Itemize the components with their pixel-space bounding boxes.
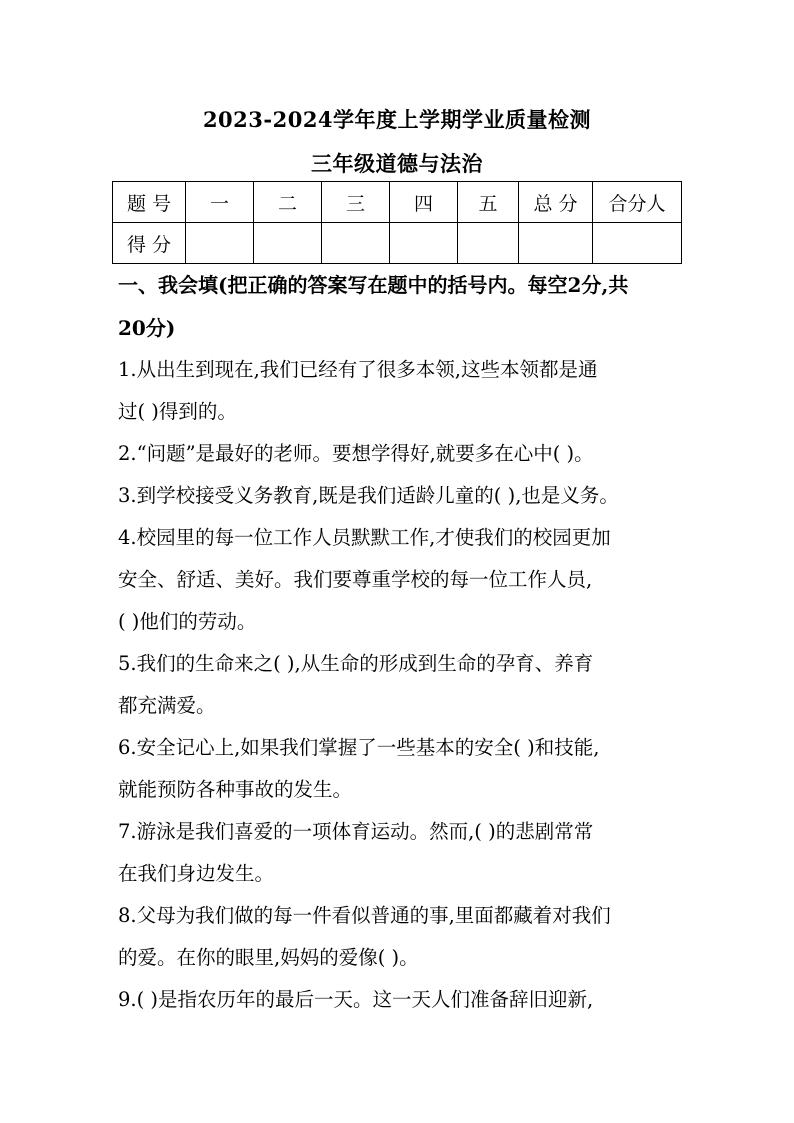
question-line: 6.安全记心上,如果我们掌握了一些基本的安全( )和技能, — [118, 736, 600, 759]
question-line: 4.校园里的每一位工作人员默默工作,才使我们的校园更加 — [118, 526, 611, 549]
score-cell-3[interactable] — [322, 223, 390, 264]
column-header-grader: 合分人 — [593, 182, 682, 223]
question-line: 安全、舒适、美好。我们要尊重学校的每一位工作人员, — [118, 568, 593, 591]
question-line: 1.从出生到现在,我们已经有了很多本领,这些本领都是通 — [118, 358, 598, 381]
row-label-score: 得 分 — [113, 223, 186, 264]
exam-subtitle: 三年级道德与法治 — [311, 151, 483, 176]
question-line: 5.我们的生命来之( ),从生命的形成到生命的孕育、养育 — [118, 652, 594, 675]
question-line: 9.( )是指农历年的最后一天。这一天人们准备辞旧迎新, — [118, 988, 594, 1011]
row-label-question-number: 题 号 — [113, 182, 186, 223]
column-header-4: 四 — [390, 182, 458, 223]
column-header-3: 三 — [322, 182, 390, 223]
score-cell-total[interactable] — [519, 223, 593, 264]
score-cell-grader[interactable] — [593, 223, 682, 264]
question-line: 7.游泳是我们喜爱的一项体育运动。然而,( )的悲剧常常 — [118, 820, 594, 843]
score-cell-2[interactable] — [254, 223, 322, 264]
score-cell-1[interactable] — [186, 223, 254, 264]
exam-title: 2023-2024学年度上学期学业质量检测 — [202, 107, 592, 132]
score-cell-4[interactable] — [390, 223, 458, 264]
question-line: ( )他们的劳动。 — [118, 610, 257, 633]
score-table — [112, 181, 682, 264]
question-line: 过( )得到的。 — [118, 400, 237, 423]
question-line: 就能预防各种事故的发生。 — [118, 778, 353, 801]
score-table-header-row — [113, 182, 682, 223]
column-header-5: 五 — [458, 182, 519, 223]
score-table-score-row — [113, 223, 682, 264]
section-heading: 一、我会填(把正确的答案写在题中的括号内。每空2分,共 — [118, 273, 629, 297]
score-cell-5[interactable] — [458, 223, 519, 264]
question-line: 3.到学校接受义务教育,既是我们适龄儿童的( ),也是义务。 — [118, 484, 619, 507]
question-line: 的爱。在你的眼里,妈妈的爱像( )。 — [118, 946, 419, 969]
column-header-total: 总 分 — [519, 182, 593, 223]
question-line: 8.父母为我们做的每一件看似普通的事,里面都藏着对我们 — [118, 904, 611, 927]
column-header-1: 一 — [186, 182, 254, 223]
section-heading-continued: 20分) — [118, 316, 176, 340]
question-line: 都充满爱。 — [118, 694, 216, 717]
column-header-2: 二 — [254, 182, 322, 223]
question-line: 2.“问题”是最好的老师。要想学得好,就要多在心中( )。 — [118, 442, 594, 465]
question-line: 在我们身边发生。 — [118, 862, 275, 885]
